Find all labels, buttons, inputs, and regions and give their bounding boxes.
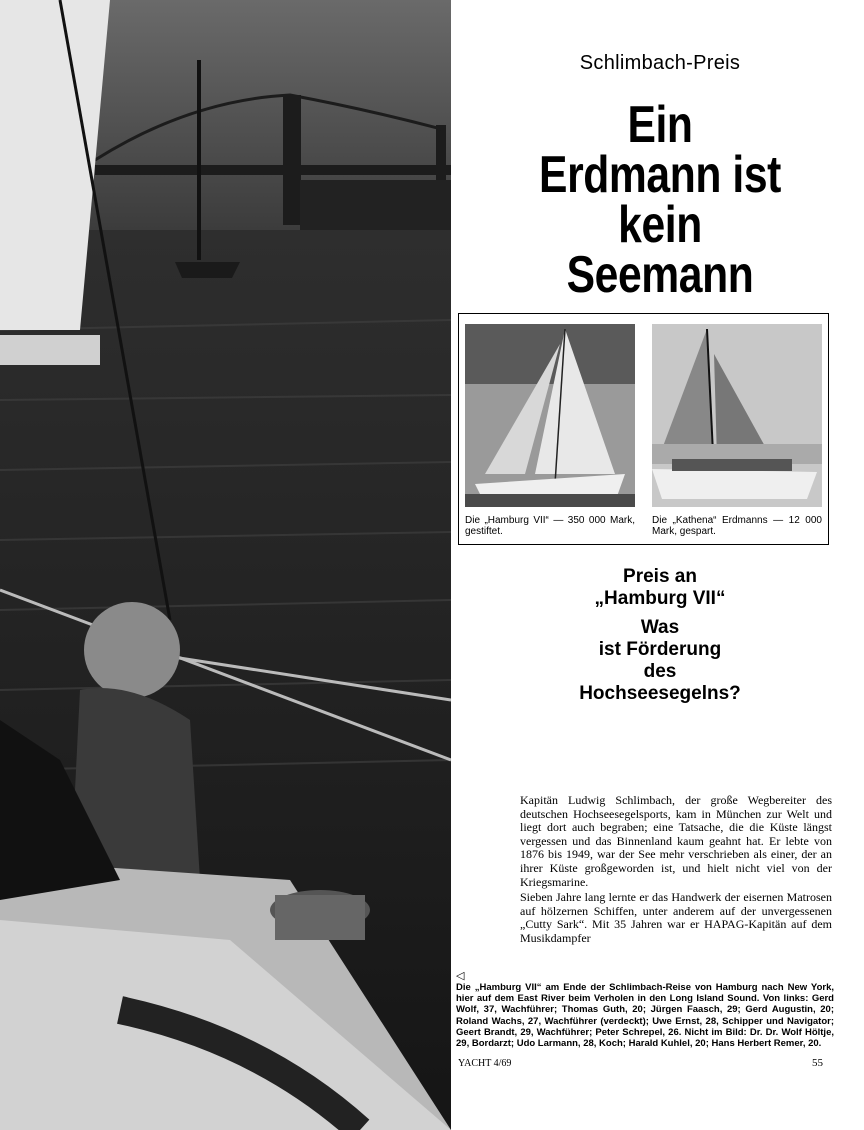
subhead-line: „Hamburg VII“ xyxy=(594,588,726,609)
headline-line: Ein xyxy=(627,96,693,154)
figure-caption: Die „Hamburg VII“ — 350 000 Mark, gestiftet. xyxy=(465,515,635,537)
hamburg-photo xyxy=(465,324,635,507)
subhead-line: Hochseesegelns? xyxy=(579,683,741,704)
figure-kathena xyxy=(652,324,822,537)
headline xyxy=(504,96,816,304)
photo-caption-text: Die „Hamburg VII“ am Ende der Schlimbach-Reise von Hamburg nach New York, hier auf dem East River beim Verholen in den Long Island Sound. Von links: Gerd Wolf, 37, Wachführer; Thomas Guth, 20; Jürgen Faasch, 29; Gerd Augustin, 20; Roland Wachs, 27, Wachführer (verdeckt); Uwe Ernst, 28, Schipper und Navigator; Geert Brandt, 29, Wachführer; Peter Schrepel, 26. Nicht im Bild: Dr. Dr. Wolf Höltje, 29, Bordarzt; Udo Larmann, 28, Koch; Harald Kuhlel, 20; Hans Herbert Remer, 20. xyxy=(456,982,834,1050)
figure-box xyxy=(458,313,829,545)
subhead-line: des xyxy=(643,661,677,682)
photo-caption xyxy=(456,970,834,1049)
kicker: Schlimbach-Preis xyxy=(579,52,741,74)
subhead-line: Was xyxy=(640,617,680,638)
article-body xyxy=(520,794,832,948)
subhead-line: ist Förderung xyxy=(598,639,722,660)
page-number: 55 xyxy=(812,1057,823,1069)
figure-caption: Die „Kathena“ Erdmanns — 12 000 Mark, gespart. xyxy=(652,515,822,537)
headline-line: Seemann xyxy=(566,246,754,304)
magazine-issue: YACHT 4/69 xyxy=(458,1058,512,1069)
kathena-photo xyxy=(652,324,822,507)
headline-line: kein xyxy=(618,196,702,254)
subhead-prize xyxy=(470,566,850,610)
paragraph: Sieben Jahre lang lernte er das Handwerk der eisernen Matrosen auf hölzernen Schiffen, unter anderem auf der unvergessenen „Cutty Sark“. Mit 35 Jahren war er HAPAG-Kapitän auf dem Musikdampfer xyxy=(520,890,832,945)
arrow-left-icon: ◁ xyxy=(456,970,465,982)
headline-line: Erdmann ist xyxy=(539,146,781,204)
subhead-question xyxy=(470,617,850,705)
subhead-line: Preis an xyxy=(623,566,697,587)
figure-hamburg xyxy=(465,324,635,537)
paragraph: Kapitän Ludwig Schlimbach, der große Wegbereiter des deutschen Hochseesegelsports, kam in München zur Welt und liegt dort auch begraben; eine Tatsache, die die Küste längst vergessen und das Binnenland kaum geahnt hat. Er lebte von 1876 bis 1949, war der See mehr verschrieben als einer, der an ihrer Küste großgeworden ist, und hielt nicht viel von der Kriegsmarine. xyxy=(520,793,832,889)
